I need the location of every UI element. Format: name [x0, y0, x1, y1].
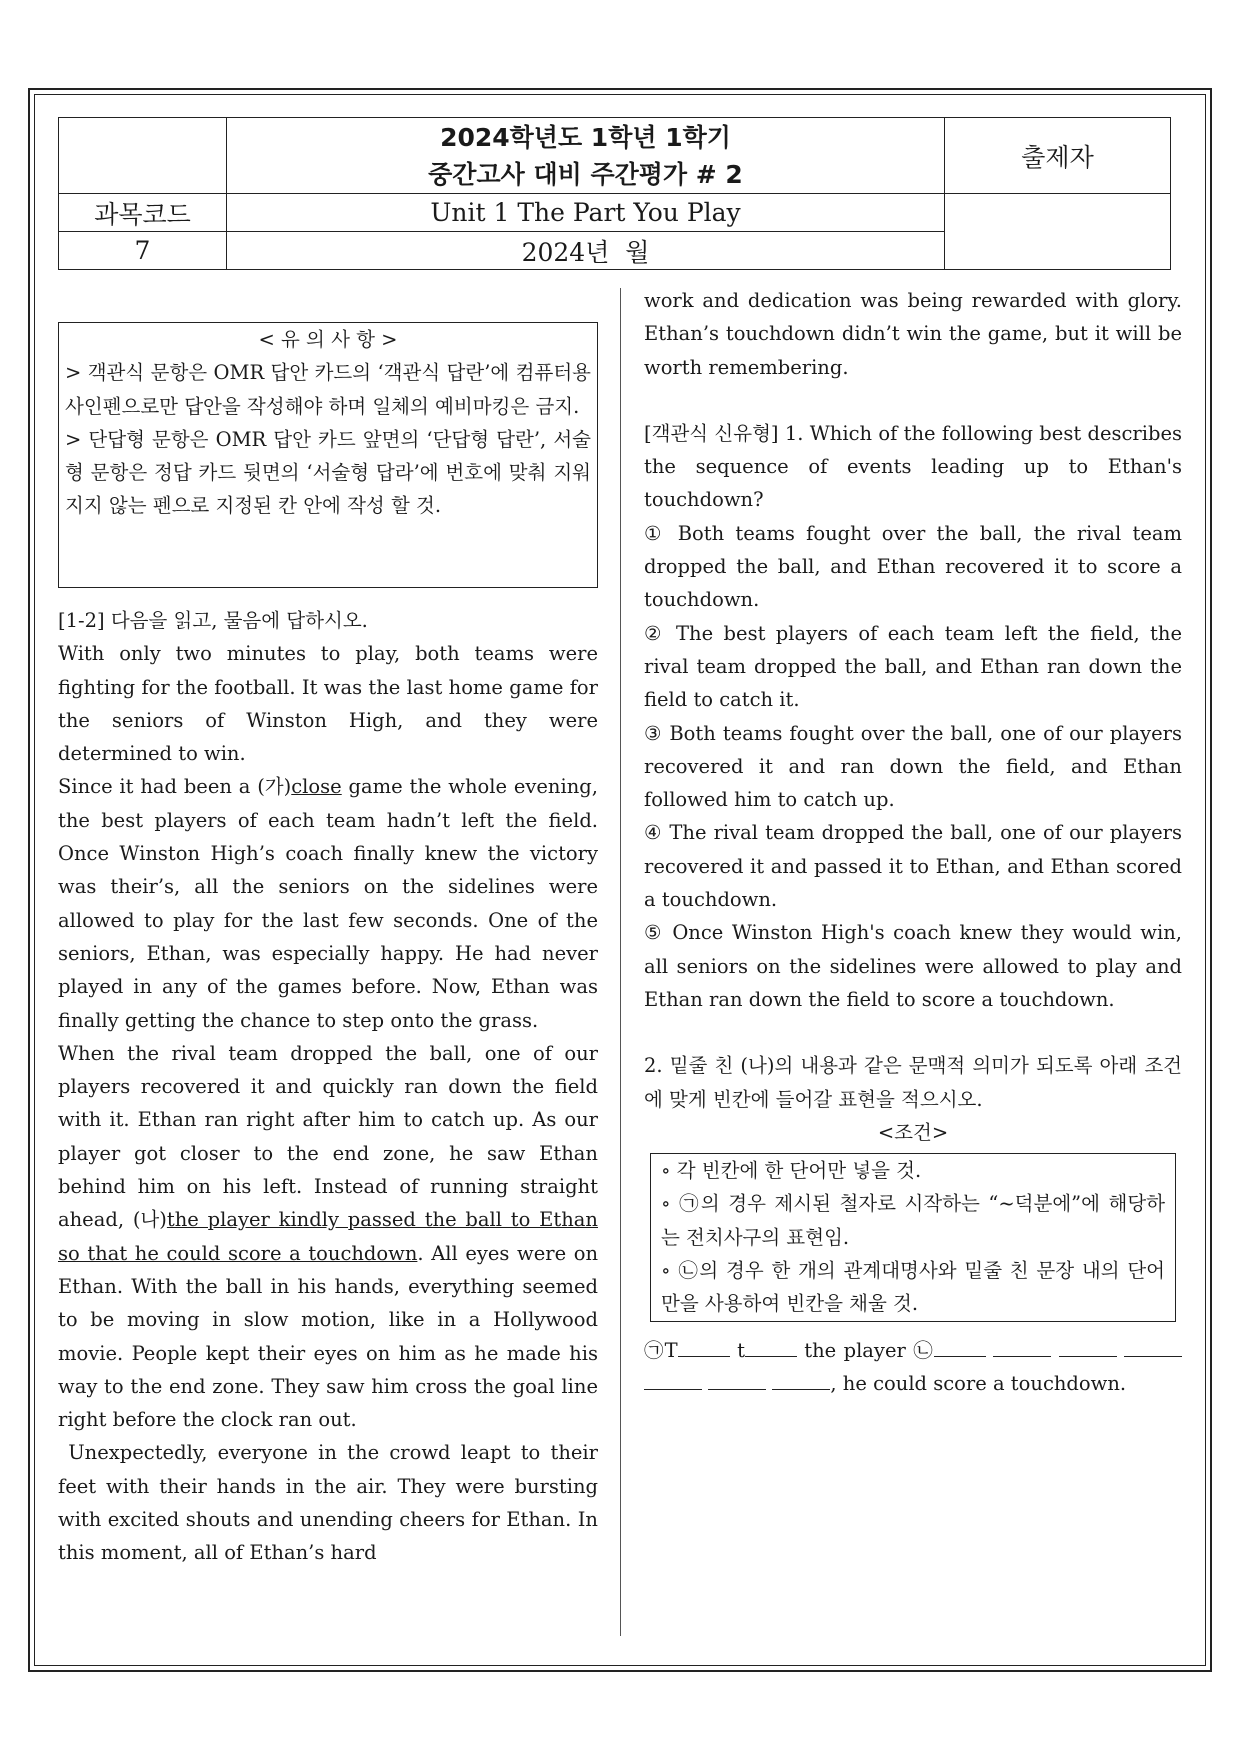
conditions-box — [650, 1153, 1176, 1321]
notice-line-2: > 단답형 문항은 OMR 답안 카드 앞면의 ‘단답형 답란’, 서술형 문항은 정답 카드 뒷면의 ‘서술형 답라’에 번호에 맞춰 지워지지 않는 펜으로 지정된 칸 안에 작성 할 것. — [65, 427, 591, 518]
p2-text-b: game the whole evening, the best players of each team hadn’t left the field. Once Winston High’s coach finally knew the victory was their’s, all the seniors on the sidelines were allowed to play for the last few seconds. One of the seniors, Ethan, was especially happy. He had never played in any of the games before. Now, Ethan was finally getting the chance to step onto the grass. — [58, 775, 605, 1032]
answer-blank[interactable] — [1059, 1338, 1117, 1357]
question-1-option-3: ③ Both teams fought over the ball, one of our players recovered it and ran down the field, and Ethan followed him to catch up. — [644, 721, 1182, 812]
p2-text-a: Since it had been a — [58, 775, 258, 799]
passage-instruction: [1-2] 다음을 읽고, 물음에 답하시오. — [58, 609, 368, 632]
passage-paragraph-4-end: work and dedication was being rewarded with glory. Ethan’s touchdown didn’t win the game, but it will be worth remembering. — [644, 289, 1182, 379]
p3-text-b: . All eyes were on Ethan. With the ball in his hands, everything seemed to be moving in slow motion, like in a Hollywood movie. People kept their eyes on him as he made his way to the end zone. They saw him cross the goal line right before the clock ran out. — [58, 1241, 605, 1432]
answer-blank[interactable] — [772, 1371, 830, 1390]
question-1-option-2: ② The best players of each team left the field, the rival team dropped the ball, and Ethan ran down the field to catch it. — [644, 621, 1182, 712]
condition-1: ∘ 각 빈칸에 한 단어만 넣을 것. — [661, 1159, 922, 1183]
notice-title: < 유 의 사 항 > — [258, 328, 398, 351]
answer-blank[interactable] — [934, 1338, 986, 1357]
author-label: 출제자 — [945, 118, 1171, 194]
answer-blank[interactable] — [678, 1338, 730, 1357]
marker-ga: (가) — [257, 775, 292, 799]
answer-blank[interactable] — [644, 1371, 702, 1390]
subject-code-label: 과목코드 — [59, 194, 227, 232]
p3-text-a: When the rival team dropped the ball, one of our players recovered it and quickly ran down the field with it. Ethan ran right after him to catch up. As our player got closer to the end zone, he saw Ethan behind him on his left. Instead of running straight ahead, — [58, 1041, 605, 1232]
question-1-stem: [객관식 신유형] 1. Which of the following best describes the sequence of events leading up to Ethan's touchdown? — [644, 421, 1182, 512]
blank-a-label: ㉠T — [644, 1338, 678, 1362]
passage-paragraph-2 — [58, 770, 605, 1036]
question-1-option-1: ① Both teams fought over the ball, the rival team dropped the ball, and Ethan recovered it to score a touchdown. — [644, 521, 1182, 612]
exam-title — [227, 118, 945, 194]
author-value-cell — [945, 194, 1171, 270]
unit-title: Unit 1 The Part You Play — [227, 194, 945, 232]
notice-box — [58, 322, 598, 588]
question-2-answer-line — [644, 1334, 1182, 1401]
question-1-option-5: ⑤ Once Winston High's coach knew they would win, all seniors on the sidelines were allowed to play and Ethan ran down the field to score a touchdown. — [644, 921, 1182, 1011]
passage-paragraph-4-start: Unexpectedly, everyone in the crowd leapt to their feet with their hands in the air. They were bursting with excited shouts and unending cheers for Ethan. In this moment, all of Ethan’s hard — [58, 1441, 605, 1565]
underlined-close: close — [291, 775, 342, 799]
passage-paragraph-3 — [58, 1037, 605, 1437]
column-divider — [620, 288, 621, 1636]
exam-header-table — [58, 117, 1171, 270]
answer-blank[interactable] — [708, 1371, 766, 1390]
subject-code-value: 7 — [59, 232, 227, 270]
exam-date: 2024년 월 — [227, 232, 945, 270]
notice-line-1: > 객관식 문항은 OMR 답안 카드의 ‘객관식 답란’에 컴퓨터용 사인펜으로만 답안을 작성해야 하며 일체의 예비마킹은 금지. — [65, 361, 591, 418]
exam-title-line1: 2024학년도 1학년 1학기 — [440, 122, 731, 152]
blank-t-label: t — [737, 1338, 745, 1362]
blank-b-label: ㉡ — [913, 1338, 934, 1362]
underlined-sentence-na: the player kindly passed the ball to Ethan so that he could score a touchdown — [58, 1208, 598, 1265]
header-blank-cell — [59, 118, 227, 194]
condition-2: ∘ ㉠의 경우 제시된 철자로 시작하는 “~덕분에”에 해당하는 전치사구의 표현임. — [661, 1192, 1165, 1249]
exam-title-line2: 중간고사 대비 주간평가 # 2 — [428, 159, 743, 189]
left-column — [58, 604, 605, 1570]
condition-3: ∘ ㉡의 경우 한 개의 관계대명사와 밑줄 친 문장 내의 단어만을 사용하여 빈칸을 채울 것. — [661, 1259, 1165, 1316]
question-1-option-4: ④ The rival team dropped the ball, one of our players recovered it and passed it to Ethan, and Ethan scored a touchdown. — [644, 821, 1182, 912]
marker-na: (나) — [132, 1208, 167, 1232]
answer-blank[interactable] — [745, 1338, 797, 1357]
answer-the-player: the player — [804, 1338, 906, 1362]
question-2-stem: 2. 밑줄 친 (나)의 내용과 같은 문맥적 의미가 되도록 아래 조건에 맞게 빈칸에 들어갈 표현을 적으시오. — [644, 1054, 1182, 1111]
conditions-title: <조건> — [877, 1120, 949, 1144]
right-column — [644, 284, 1182, 1400]
passage-paragraph-1: With only two minutes to play, both teams were fighting for the football. It was the last home game for the seniors of Winston High, and they were determined to win. — [58, 642, 598, 766]
answer-blank[interactable] — [993, 1338, 1051, 1357]
answer-he-could: , he could — [830, 1371, 928, 1395]
answer-blank[interactable] — [1124, 1338, 1182, 1357]
answer-end: score a touchdown. — [933, 1371, 1127, 1395]
